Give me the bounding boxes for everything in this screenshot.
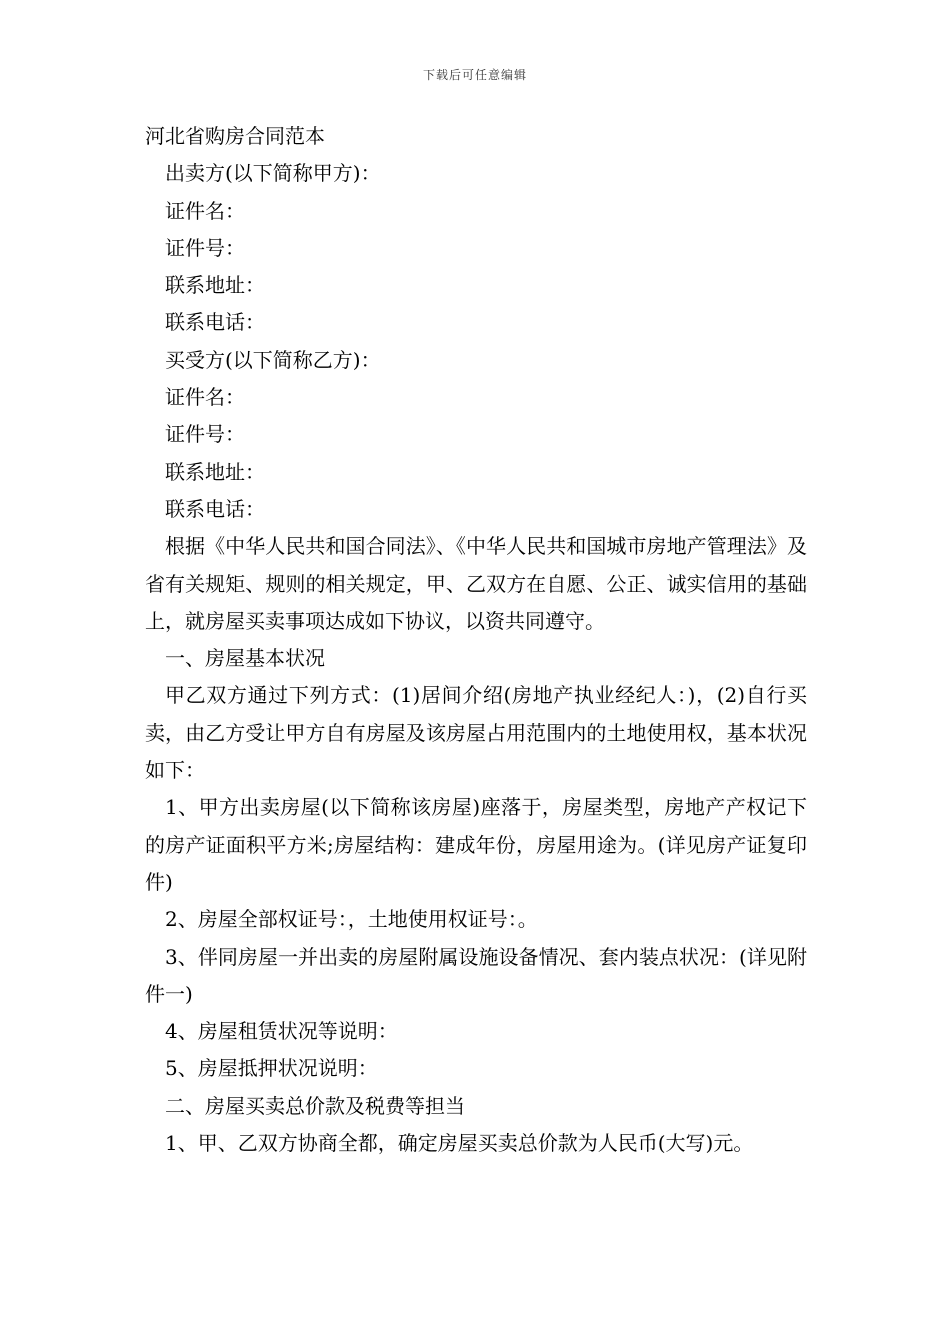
paragraph-buyer-id-number: 证件号：	[165, 422, 245, 447]
clause-1-5: 5、房屋抵押状况说明：	[165, 1056, 378, 1081]
paragraph-buyer-phone: 联系电话：	[165, 496, 265, 521]
paragraph-seller-address: 联系地址：	[165, 273, 265, 298]
paragraph-seller-id-number: 证件号：	[165, 235, 245, 260]
paragraph-seller: 出卖方(以下简称甲方)：	[165, 161, 381, 186]
paragraph-transaction-method: 甲乙双方通过下列方式：(1)居间介绍(房地产执业经纪人：)，(2)自行买卖，由乙方受让甲方自有房屋及该房屋占用范围内的土地使用权，基本状况如下：	[145, 683, 807, 783]
clause-1-2: 2、房屋全部权证号：，土地使用权证号：。	[165, 907, 538, 932]
paragraph-buyer-address: 联系地址：	[165, 459, 265, 484]
paragraph-preamble: 根据《中华人民共和国合同法》、《中华人民共和国城市房地产管理法》及省有关规矩、规则的相关规定，甲、乙双方在自愿、公正、诚实信用的基础上，就房屋买卖事项达成如下协议，以资共同遵守。	[145, 534, 807, 633]
page-header-note: 下载后可任意编辑	[422, 68, 527, 82]
paragraph-seller-id-type: 证件名：	[165, 198, 245, 223]
document-title: 河北省购房合同范本	[145, 124, 325, 148]
clause-1-1: 1、甲方出卖房屋(以下简称该房屋)座落于，房屋类型，房地产产权记下的房产证面积平方米;房屋结构：建成年份，房屋用途为。(详见房产证复印件)	[145, 795, 807, 894]
paragraph-buyer-id-type: 证件名：	[165, 385, 245, 410]
clause-2-1: 1、甲、乙双方协商全都，确定房屋买卖总价款为人民币(大写)元。	[165, 1131, 754, 1156]
clause-1-3: 3、伴同房屋一并出卖的房屋附属设施设备情况、套内装点状况：(详见附件一)	[145, 944, 807, 1006]
document-body	[145, 118, 807, 1162]
section-heading-price: 二、房屋买卖总价款及税费等担当	[165, 1093, 465, 1118]
paragraph-seller-phone: 联系电话：	[165, 310, 265, 335]
clause-1-4: 4、房屋租赁状况等说明：	[165, 1019, 398, 1044]
paragraph-buyer: 买受方(以下简称乙方)：	[165, 347, 381, 372]
section-heading-property: 一、房屋基本状况	[165, 646, 325, 671]
